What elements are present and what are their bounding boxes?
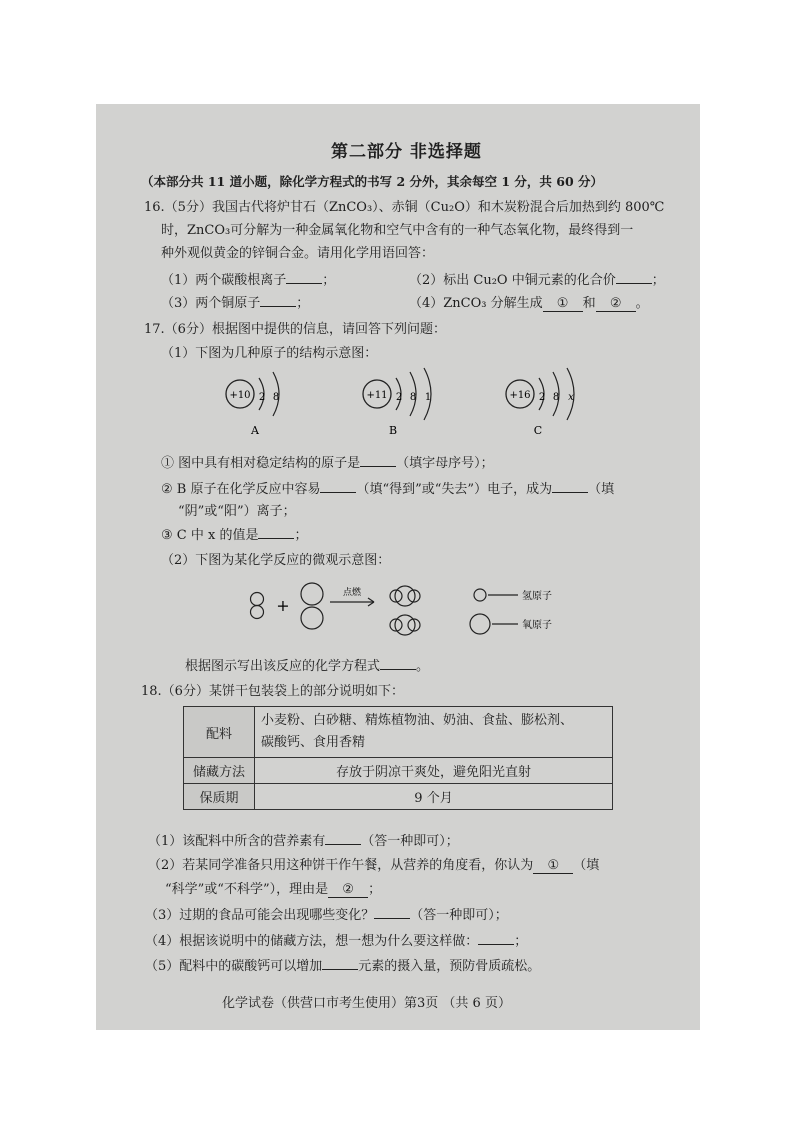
q17-equation-text: 根据图示写出该反应的化学方程式: [185, 659, 381, 674]
table-row: [184, 784, 613, 810]
table-cell: 9 个月: [255, 784, 613, 810]
q17-qc-end: ；: [294, 528, 308, 543]
q16-line3: 种外观似黄金的锌铜合金。请用化学用语回答：: [161, 246, 435, 261]
table-cell-line: 碳酸钙、食用香精: [261, 735, 366, 750]
table-header-cell: 储藏方法: [184, 758, 255, 784]
q18-part1-text: （1）该配料中所含的营养素有: [148, 834, 326, 849]
atom-a-shell-1: 2: [258, 392, 266, 403]
table-cell: 存放于阴凉干爽处，避免阳光直射: [255, 758, 613, 784]
answer-blank[interactable]: ①: [543, 296, 583, 312]
section-title: 第二部分 非选择题: [331, 142, 482, 162]
q16-line2: 时，ZnCO₃可分解为一种金属氧化物和空气中含有的一种气态氧化物，最终得到一: [161, 223, 634, 238]
q16-part2-end: ；: [651, 273, 665, 288]
q18-part2-line2-text: “科学”或“不科学”），理由是: [165, 882, 329, 897]
q18-part3-end: （答一种即可）；: [410, 908, 508, 923]
atom-c-shell-1: 2: [538, 392, 546, 403]
answer-blank[interactable]: ②: [328, 882, 368, 898]
answer-blank[interactable]: [325, 844, 361, 845]
answer-blank[interactable]: [380, 669, 416, 670]
q18-part5-text: （5）配料中的碳酸钙可以增加: [145, 959, 323, 974]
q16-part4: [409, 292, 649, 312]
table-header-cell: 保质期: [184, 784, 255, 810]
q18-part3: [145, 904, 508, 923]
answer-blank[interactable]: [258, 538, 294, 539]
answer-blank[interactable]: [286, 283, 322, 284]
q18-part2-line2: [165, 878, 381, 898]
q18-part5-end: 元素的摄入量，预防骨质疏松。: [358, 959, 541, 974]
answer-blank[interactable]: [478, 944, 514, 945]
atom-c-shell-3: x: [568, 392, 574, 403]
q18-part1-end: （答一种即可）；: [361, 834, 459, 849]
atom-b: [363, 368, 431, 437]
q16-part2-text: （2）标出 Cu₂O 中铜元素的化合价: [409, 273, 616, 288]
q17-qa: [161, 452, 494, 471]
q16-part4-end: 。: [635, 296, 649, 311]
q17-qb-line2: “阴”或“阳”）离子；: [178, 504, 296, 519]
hydrogen-molecule: [251, 593, 264, 619]
q18-part2-text: （2）若某同学准备只用这种饼干作午餐，从营养的角度看，你认为: [148, 858, 534, 873]
q16-part1: [161, 269, 335, 288]
q18-part4-text: （4）根据该说明中的储藏方法，想一想为什么要这样做：: [145, 934, 479, 949]
atom-b-shell-2: 8: [409, 392, 417, 403]
answer-blank[interactable]: ①: [533, 858, 573, 874]
atom-b-nucleus: +11: [366, 390, 388, 401]
q17-sub1: （1）下图为几种原子的结构示意图：: [161, 346, 378, 361]
legend-hydrogen: [474, 589, 552, 602]
q17-equation-end: 。: [416, 659, 430, 674]
answer-blank[interactable]: [360, 466, 396, 467]
q17-qb: [161, 478, 614, 497]
atom-b-shell-1: 2: [395, 392, 403, 403]
q18-part2-line2-end: ；: [368, 882, 382, 897]
atom-c-label: C: [533, 424, 543, 437]
q17-qc: [161, 524, 307, 543]
answer-blank[interactable]: [616, 283, 652, 284]
answer-blank[interactable]: [552, 492, 588, 493]
arrow-label: 点燃: [342, 588, 362, 598]
q18-part3-text: （3）过期的食品可能会出现哪些变化？: [145, 908, 375, 923]
q18-part4: [145, 930, 527, 949]
q16-part2: [409, 269, 665, 288]
legend-oxygen-label: 氧原子: [522, 620, 552, 631]
atom-a-shell-2: 8: [272, 392, 280, 403]
q18-part5: [145, 955, 540, 974]
table-cell-line: 小麦粉、白砂糖、精炼植物油、奶油、食盐、膨松剂、: [261, 713, 574, 728]
table-cell: [255, 707, 613, 758]
q18-part4-end: ；: [514, 934, 528, 949]
answer-blank[interactable]: [374, 918, 410, 919]
answer-blank[interactable]: ②: [596, 296, 636, 312]
page-footer: 化学试卷（供营口市考生使用）第3页 （共 6 页）: [222, 996, 511, 1011]
reaction-micro-diagram: [240, 578, 610, 646]
atom-b-shell-3: 1: [424, 392, 432, 403]
q16-part1-end: ；: [322, 273, 336, 288]
answer-blank[interactable]: [322, 969, 358, 970]
water-molecule-1: [390, 586, 420, 606]
q18-stem: 18.（6分）某饼干包装袋上的部分说明如下：: [141, 684, 404, 699]
q16-part1-text: （1）两个碳酸根离子: [161, 273, 287, 288]
q18-part2: [148, 854, 599, 874]
table-row: [184, 758, 613, 784]
atom-c-shell-2: 8: [552, 392, 560, 403]
q16-line1: 16.（5分）我国古代将炉甘石（ZnCO₃）、赤铜（Cu₂O）和木炭粉混合后加热到约 800℃: [144, 200, 665, 215]
legend-oxygen: [470, 614, 552, 634]
atom-structure-diagrams: [215, 362, 595, 444]
q18-part2-end: （填: [573, 858, 600, 873]
oxygen-molecule: [301, 583, 323, 629]
q17-sub2: （2）下图为某化学反应的微观示意图：: [161, 553, 391, 568]
q16-part3-text: （3）两个铜原子: [161, 296, 261, 311]
q16-part4-mid: 和: [582, 296, 596, 311]
atom-a-label: A: [251, 424, 259, 437]
q16-part3: [161, 292, 309, 311]
q16-part3-end: ；: [296, 296, 310, 311]
atom-b-label: B: [388, 424, 398, 437]
q18-part1: [148, 830, 459, 849]
section-note: （本部分共 11 道小题，除化学方程式的书写 2 分外，其余每空 1 分，共 60 分）: [141, 174, 604, 189]
atom-a: [226, 372, 279, 437]
q17-qb-end: （填: [588, 482, 615, 497]
q17-qa-end: （填字母序号）；: [396, 456, 494, 471]
answer-blank[interactable]: [320, 492, 356, 493]
ingredients-table: [183, 706, 613, 810]
water-molecule-2: [390, 615, 420, 635]
table-header-cell: 配料: [184, 707, 255, 758]
q17-qa-text: ① 图中具有相对稳定结构的原子是: [161, 456, 361, 471]
q17-qb-text: ② B 原子在化学反应中容易: [161, 482, 321, 497]
q17-stem: 17.（6分）根据图中提供的信息，请回答下列问题：: [144, 322, 446, 337]
atom-c: [506, 368, 574, 437]
q17-qc-text: ③ C 中 x 的值是: [161, 528, 259, 543]
table-row: [184, 707, 613, 758]
q16-part4-text: （4）ZnCO₃ 分解生成: [409, 296, 543, 311]
atom-c-nucleus: +16: [509, 390, 531, 401]
plus-sign: +: [276, 596, 290, 615]
atom-a-nucleus: +10: [229, 390, 251, 401]
answer-blank[interactable]: [260, 306, 296, 307]
q17-equation: [185, 655, 429, 674]
q17-qb-mid: （填“得到”或“失去”）电子，成为: [356, 482, 553, 497]
legend-hydrogen-label: 氢原子: [522, 591, 552, 602]
